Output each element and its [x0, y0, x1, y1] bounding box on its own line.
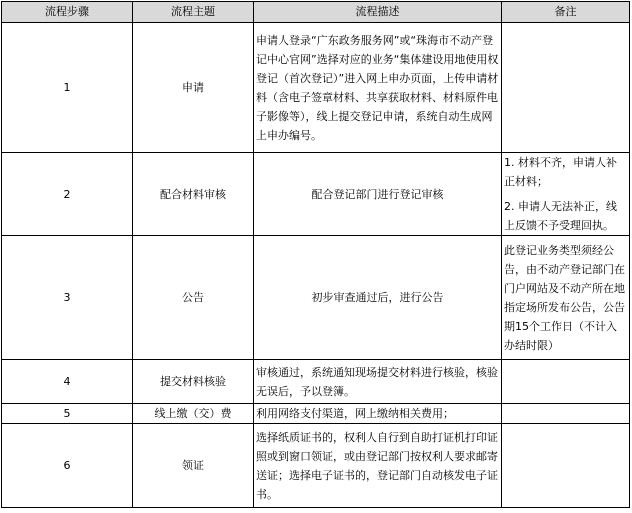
row-description: 初步审查通过后，进行公告: [254, 236, 502, 360]
note-item: 1. 材料不齐，申请人补正材料；: [504, 156, 617, 188]
header-step: 流程步骤: [2, 2, 133, 23]
header-topic: 流程主题: [133, 2, 254, 23]
header-description: 流程描述: [254, 2, 502, 23]
row-topic: 提交材料核验: [133, 360, 254, 404]
table-row: [2, 23, 630, 153]
row-description: 利用网络支付渠道，网上缴纳相关费用；: [254, 404, 502, 424]
table-header-row: [2, 2, 630, 23]
row-step: 1: [2, 23, 133, 153]
row-step: 4: [2, 360, 133, 404]
row-step: 6: [2, 424, 133, 508]
process-table: [1, 1, 630, 508]
row-step: 3: [2, 236, 133, 360]
row-topic: 公告: [133, 236, 254, 360]
table-row: [2, 236, 630, 360]
row-note: [502, 404, 630, 424]
row-topic: 申请: [133, 23, 254, 153]
row-topic: 配合材料审核: [133, 153, 254, 236]
row-description: 选择纸质证书的，权利人自行到自助打证机打印证照或到窗口领证，或由登记部门按权利人要求邮寄送证；选择电子证书的，登记部门自动核发电子证书。: [254, 424, 502, 508]
row-topic: 领证: [133, 424, 254, 508]
table-row: [2, 153, 630, 236]
row-note: [502, 360, 630, 404]
table-row: [2, 360, 630, 404]
row-note: [502, 153, 630, 236]
row-topic: 线上缴（交）费: [133, 404, 254, 424]
row-note: [502, 424, 630, 508]
header-note: 备注: [502, 2, 630, 23]
row-step: 2: [2, 153, 133, 236]
table-row: [2, 424, 630, 508]
row-description: 配合登记部门进行登记审核: [254, 153, 502, 236]
note-item: 2. 申请人无法补正，线上反馈不予受理回执。: [504, 200, 617, 232]
row-description: 申请人登录“广东政务服务网”或“珠海市不动产登记中心官网”选择对应的业务“集体建设用地使用权登记（首次登记）”进入网上申办页面，上传申请材料（含电子签章材料、共享获取材料、材料原件电子影像等），线上提交登记申请，系统自动生成网上申办编号。: [254, 23, 502, 153]
row-step: 5: [2, 404, 133, 424]
row-note: [502, 23, 630, 153]
table-row: [2, 404, 630, 424]
row-description: 审核通过，系统通知现场提交材料进行核验，核验无误后，予以登簿。: [254, 360, 502, 404]
row-note: 此登记业务类型须经公告，由不动产登记部门在门户网站及不动产所在地指定场所发布公告，公告期15个工作日（不计入办结时限）: [502, 236, 630, 360]
